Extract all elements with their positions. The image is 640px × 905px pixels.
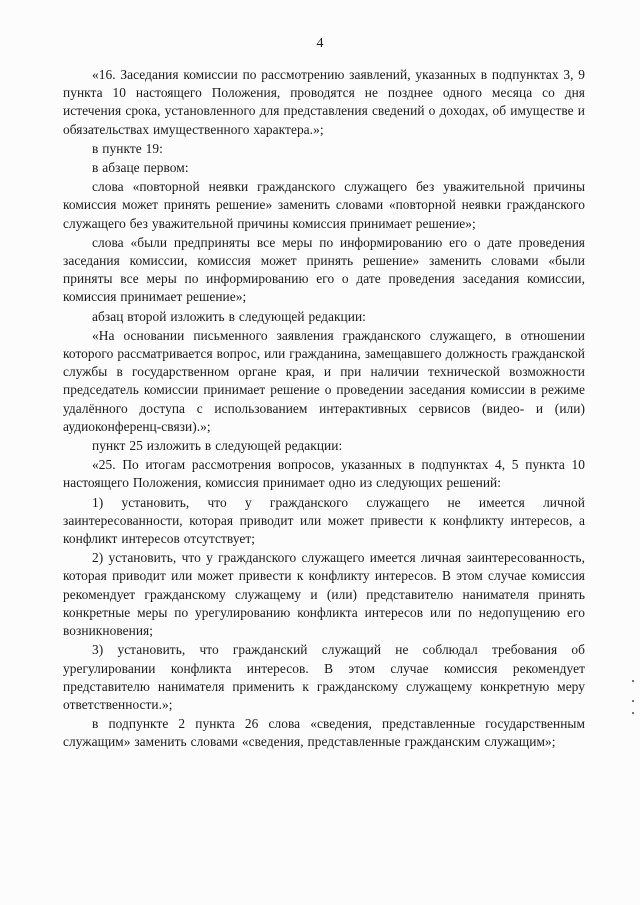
paragraph-remote-session: «На основании письменного заявления гражданского служащего, в отношении которого рассматривается вопрос, или гражданина, замещавшего должность гражданской службы в государственном органе края, и при наличии технической возможности председатель комиссии принимает решение о проведении заседания комиссии в режиме удалённого доступа с использованием интерактивных сервисов (видео- и (или) аудиоконференц-связи).»; xyxy=(63,327,585,434)
scan-mark xyxy=(632,680,634,682)
paragraph-second-clause: абзац второй изложить в следующей редакции: xyxy=(92,308,366,324)
scan-mark xyxy=(632,712,634,714)
paragraph-point-19: в пункте 19: xyxy=(92,140,163,156)
page-number: 4 xyxy=(316,36,324,51)
paragraph-point-26: в подпункте 2 пункта 26 слова «сведения, представленные государственным служащим» заменить словами «сведения, представленные гражданским служащим»; xyxy=(63,716,585,750)
document-body xyxy=(63,66,585,752)
paragraph-decision-2: 2) установить, что у гражданского служащего имеется личная заинтересованность, которая приводит или может привести к конфликту интересов. В этом случае комиссия рекомендует гражданскому служащему и (или) представителю нанимателя принять конкретные меры по урегулированию конфликта интересов или по недопущению его возникновения; xyxy=(63,550,585,639)
paragraph-first-clause: в абзаце первом: xyxy=(92,160,189,176)
paragraph-point-25: пункт 25 изложить в следующей редакции: xyxy=(92,438,343,454)
paragraph-decision-3: 3) установить, что гражданский служащий не соблюдал требования об урегулировании конфликта интересов. В этом случае комиссия рекомендует представителю нанимателя применить к гражданскому служащему конкретную меру ответственности.»; xyxy=(63,642,585,712)
paragraph-item-25: «25. По итогам рассмотрения вопросов, указанных в подпунктах 4, 5 пункта 10 настоящего Положения, комиссия принимает одно из следующих решений: xyxy=(63,457,585,491)
paragraph-item-16: «16. Заседания комиссии по рассмотрению заявлений, указанных в подпунктах 3, 9 пункта 10 настоящего Положения, проводятся не позднее одного месяца со дня истечения срока, установленного для представления сведений о доходах, об имуществе и обязательствах имущественного характера.»; xyxy=(63,67,585,137)
scan-mark xyxy=(632,700,634,702)
paragraph-decision-1: 1) установить, что у гражданского служащего не имеется личной заинтересованности, которая приводит или может привести к конфликту интересов, а конфликт интересов отсутствует; xyxy=(63,494,585,547)
paragraph-words-informing: слова «были предприняты все меры по информированию его о дате проведения заседания комиссии, комиссия может принять решение» заменить словами «были приняты все меры по информированию его о дате проведения заседания комиссии, комиссия принимает решение»; xyxy=(63,234,585,305)
paragraph-words-nonappearance: слова «повторной неявки гражданского служащего без уважительной причины комиссия может принять решение» заменить словами «повторной неявки гражданского служащего без уважительной причины комиссия принимает решение»; xyxy=(63,179,585,231)
